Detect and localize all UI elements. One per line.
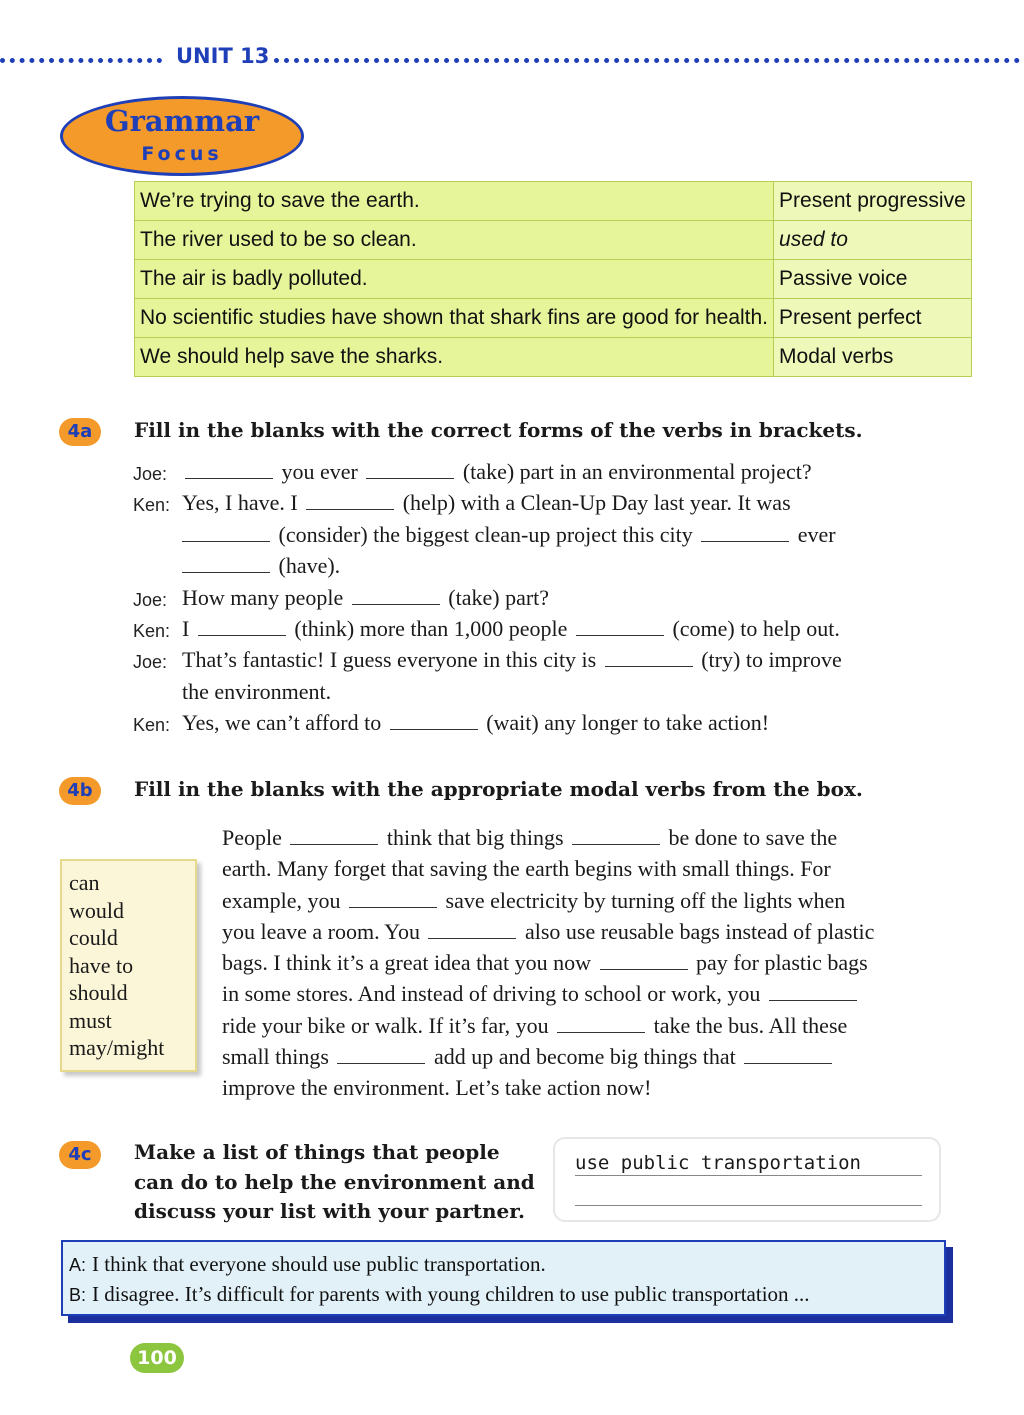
- line-text: (take) part in an environmental project?: [462, 459, 812, 484]
- line-text: ever: [797, 522, 836, 547]
- answer-blank[interactable]: [701, 540, 789, 542]
- grammar-focus-subtitle: Focus: [141, 143, 223, 165]
- paragraph-line: [222, 947, 952, 978]
- exercise-4b-badge: 4b: [59, 777, 101, 805]
- paragraph-line: [222, 885, 952, 916]
- answer-blank[interactable]: [744, 1062, 832, 1064]
- grammar-focus-table: [134, 181, 972, 377]
- speaker-label: Ken:: [133, 715, 171, 735]
- paragraph-line: [222, 916, 952, 947]
- speaker-label: Joe:: [133, 590, 168, 610]
- exercise-4c-instruction-line: Make a list of things that people: [134, 1140, 500, 1164]
- line-text: (have).: [278, 553, 341, 578]
- speaker-label: B:: [69, 1285, 87, 1305]
- modal-verb: must: [69, 1007, 112, 1033]
- dialog-text: I disagree. It’s difficult for parents with young children to use public transportation ...: [92, 1282, 810, 1306]
- exercise-4c-instruction-line: can do to help the environment and: [134, 1170, 535, 1194]
- answer-blank[interactable]: [605, 665, 693, 667]
- header-dots-right: [274, 58, 1020, 63]
- line-text: (try) to improve: [701, 647, 842, 672]
- header-dots-left: [0, 58, 162, 63]
- speaker-label: Ken:: [133, 621, 171, 641]
- table-cell-sentence: No scientific studies have shown that shark fins are good for health.: [135, 299, 774, 338]
- line-text: in some stores. And instead of driving to school or work, you: [222, 981, 761, 1007]
- table-row: [135, 260, 972, 299]
- line-text: earth. Many forget that saving the earth begins with small things. For: [222, 856, 831, 882]
- modal-verb: should: [69, 980, 128, 1005]
- paragraph-line: [222, 822, 952, 853]
- table-cell-sentence: The air is badly polluted.: [135, 260, 774, 299]
- paragraph-line: [222, 1041, 952, 1072]
- answer-blank[interactable]: [349, 906, 437, 908]
- line-text: add up and become big things that: [433, 1044, 736, 1070]
- line-text: Yes, we can’t afford to: [182, 710, 382, 735]
- table-row: [135, 338, 972, 377]
- page-number: 100: [130, 1343, 184, 1373]
- line-text: (take) part?: [448, 585, 550, 610]
- answer-blank[interactable]: [337, 1062, 425, 1064]
- answer-blank[interactable]: [576, 634, 664, 636]
- table-cell-sentence: We should help save the sharks.: [135, 338, 774, 377]
- speaker-label: Joe:: [133, 652, 168, 672]
- modal-verb: would: [69, 897, 124, 923]
- paragraph-line: [222, 1010, 952, 1041]
- line-text: think that big things: [386, 825, 564, 850]
- line-text: take the bus. All these: [653, 1012, 848, 1038]
- line-text: save electricity by turning off the lights when: [445, 887, 846, 913]
- table-cell-grammar: Present perfect: [774, 299, 972, 338]
- table-cell-grammar: Present progressive: [774, 182, 972, 221]
- dialogue-line: [182, 490, 791, 516]
- line-text: People: [222, 825, 282, 850]
- grammar-focus-badge: [60, 96, 304, 176]
- dialogue-line: [182, 616, 840, 642]
- dialog-line: [69, 1282, 810, 1307]
- table-cell-grammar: used to: [774, 221, 972, 260]
- paragraph-line: [222, 853, 952, 884]
- line-text: also use reusable bags instead of plastic: [524, 918, 875, 944]
- speaker-label: A:: [69, 1255, 87, 1275]
- line-text: I: [182, 616, 190, 641]
- line-text: That’s fantastic! I guess everyone in this city is: [182, 647, 597, 672]
- exercise-4b-instruction: Fill in the blanks with the appropriate modal verbs from the box.: [134, 777, 863, 801]
- modal-verb: can: [69, 870, 100, 895]
- dialogue-line: [182, 710, 769, 736]
- line-text: the environment.: [182, 679, 332, 704]
- line-text: you leave a room. You: [222, 918, 420, 944]
- modal-verb: could: [69, 925, 118, 950]
- line-text: be done to save the: [668, 825, 838, 850]
- answer-blank[interactable]: [600, 968, 688, 970]
- answer-blank[interactable]: [182, 540, 270, 542]
- exercise-4c-instruction-line: discuss your list with your partner.: [134, 1199, 525, 1223]
- line-text: ride your bike or walk. If it’s far, you: [222, 1012, 549, 1038]
- line-text: pay for plastic bags: [696, 950, 868, 976]
- answer-blank[interactable]: [198, 634, 286, 636]
- dialogue-line: [182, 553, 340, 579]
- dialogue-line: [182, 459, 812, 485]
- dialogue-line: [182, 522, 836, 548]
- answer-blank[interactable]: [572, 843, 660, 845]
- line-text: (help) with a Clean-Up Day last year. It was: [402, 490, 791, 515]
- table-row: [135, 182, 972, 221]
- line-text: example, you: [222, 887, 341, 913]
- answer-blank[interactable]: [557, 1031, 645, 1033]
- answer-blank[interactable]: [352, 603, 440, 605]
- line-text: Yes, I have. I: [182, 490, 298, 515]
- line-text: (wait) any longer to take action!: [486, 710, 770, 735]
- line-text: improve the environment. Let’s take action now!: [222, 1075, 652, 1101]
- grammar-focus-title: Grammar: [104, 104, 260, 138]
- exercise-4b-paragraph: [222, 822, 952, 1104]
- line-text: (consider) the biggest clean-up project this city: [278, 522, 693, 547]
- answer-blank[interactable]: [185, 477, 273, 479]
- paragraph-line: [222, 1072, 952, 1103]
- dialog-text: I think that everyone should use public transportation.: [92, 1252, 546, 1276]
- idea-list-box: [553, 1137, 941, 1222]
- exercise-4c-badge: 4c: [59, 1141, 101, 1169]
- answer-blank[interactable]: [290, 843, 378, 845]
- speaker-label: Ken:: [133, 495, 171, 515]
- dialogue-line: [182, 585, 549, 611]
- modal-verb: have to: [69, 952, 134, 978]
- answer-blank[interactable]: [306, 508, 394, 510]
- answer-blank[interactable]: [428, 937, 516, 939]
- dialogue-line: [182, 647, 842, 673]
- line-text: you ever: [281, 459, 358, 484]
- dialog-line: [69, 1252, 546, 1277]
- modal-verb: may/might: [69, 1035, 165, 1060]
- line-text: small things: [222, 1044, 329, 1070]
- table-row: [135, 299, 972, 338]
- modal-verbs-box: [60, 859, 197, 1072]
- table-cell-grammar: Passive voice: [774, 260, 972, 299]
- answer-blank[interactable]: [769, 999, 857, 1001]
- line-text: (come) to help out.: [672, 616, 840, 641]
- line-text: How many people: [182, 585, 344, 610]
- speaker-label: Joe:: [133, 464, 168, 484]
- list-line[interactable]: [575, 1175, 922, 1176]
- table-cell-sentence: The river used to be so clean.: [135, 221, 774, 260]
- table-cell-grammar: Modal verbs: [774, 338, 972, 377]
- answer-blank[interactable]: [390, 728, 478, 730]
- answer-blank[interactable]: [182, 571, 270, 573]
- list-item: use public transportation: [575, 1152, 861, 1174]
- dialogue-line: [182, 679, 331, 705]
- answer-blank[interactable]: [366, 477, 454, 479]
- list-line[interactable]: [575, 1205, 922, 1206]
- exercise-4a-badge: 4a: [59, 418, 101, 446]
- unit-label: UNIT 13: [176, 44, 270, 68]
- exercise-4a-instruction: Fill in the blanks with the correct forms of the verbs in brackets.: [134, 418, 863, 442]
- line-text: bags. I think it’s a great idea that you now: [222, 950, 592, 976]
- table-cell-sentence: We’re trying to save the earth.: [135, 182, 774, 221]
- paragraph-line: [222, 978, 952, 1009]
- example-dialog-box: [61, 1240, 946, 1316]
- line-text: (think) more than 1,000 people: [294, 616, 568, 641]
- table-row: [135, 221, 972, 260]
